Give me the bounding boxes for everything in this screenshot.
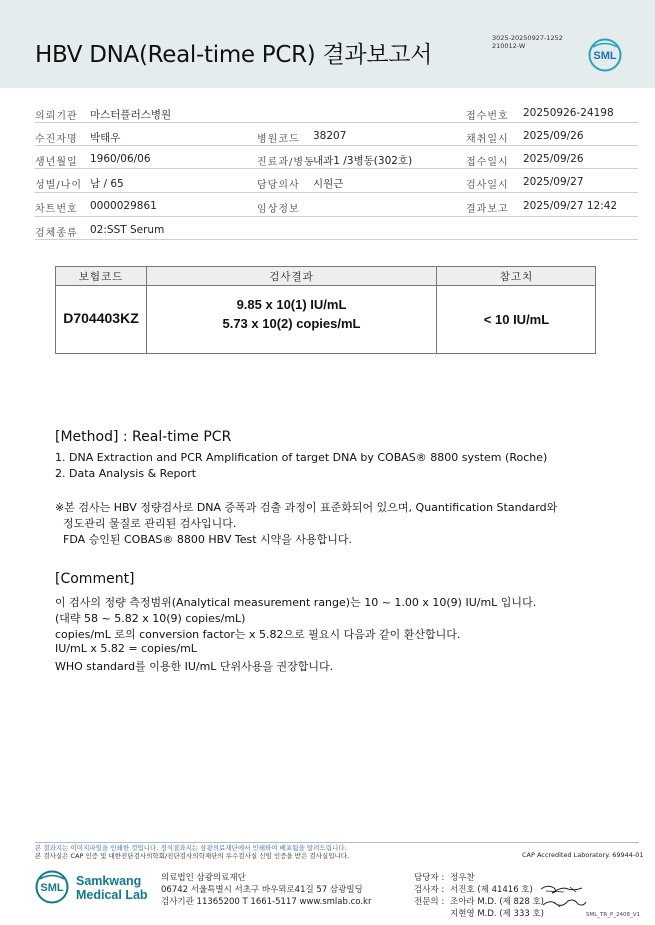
info-value: 2025/09/26 xyxy=(523,130,584,142)
info-row-divider xyxy=(35,216,638,217)
info-value: 마스터플러스병원 xyxy=(90,109,172,121)
footer-notice-blue: 본 결과지는 이미지파일을 인쇄한 것입니다. 정식결과지는 삼광의료재단에서 인쇄하여 배포됨을 알려드립니다. xyxy=(35,844,347,852)
info-label: 결과보고 xyxy=(466,204,509,215)
info-value: 02:SST Serum xyxy=(90,224,165,236)
org-contact: 검사기관 11365200 T 1661-5117 www.smlab.co.kr xyxy=(161,897,372,907)
info-label: 병원코드 xyxy=(257,134,300,145)
comment-heading: [Comment] xyxy=(55,571,135,587)
footer-notice: 본 검사실은 CAP 인증 및 대한진단검사의학회/진단검사의학재단의 우수검사실 신임 인증을 받은 검사실입니다. xyxy=(35,852,350,860)
info-label: 진료과/병동 xyxy=(257,157,315,168)
staff-name: 서진호 (제 41416 호) xyxy=(450,885,533,895)
comment-line: copies/mL 로의 conversion factor는 x 5.82으로 필요시 다음과 같이 환산합니다. xyxy=(55,628,461,641)
document-number xyxy=(492,34,563,50)
result-table xyxy=(55,266,596,354)
report-title: HBV DNA(Real-time PCR) 결과보고서 xyxy=(35,42,433,68)
method-item: 2. Data Analysis & Report xyxy=(55,467,197,480)
org-address: 06742 서울특별시 서초구 바우뫼로41길 57 삼광빌딩 xyxy=(161,885,363,895)
info-row-divider xyxy=(35,168,638,169)
info-value: 박태우 xyxy=(90,132,121,144)
info-label: 접수일시 xyxy=(466,157,509,168)
staff-role: 검사자 : xyxy=(414,885,445,895)
comment-line: IU/mL x 5.82 = copies/mL xyxy=(55,642,197,655)
info-value: 남 / 65 xyxy=(90,178,124,190)
header-reference: 참고치 xyxy=(499,271,534,283)
form-code: SML_TR_P_2408_V1 xyxy=(586,912,641,918)
method-item: 1. DNA Extraction and PCR Amplification of target DNA by COBAS® 8800 system (Roche) xyxy=(55,451,548,464)
staff-name: 조아라 M.D. (제 828 호) xyxy=(450,897,545,907)
brand-line1: Samkwang xyxy=(76,874,142,888)
signature-image xyxy=(538,880,588,914)
info-label: 담당의사 xyxy=(257,180,300,191)
org-name: 의료법인 삼광의료재단 xyxy=(161,873,246,883)
info-value: 20250926-24198 xyxy=(523,107,614,119)
result-value-iu: 9.85 x 10(1) IU/mL xyxy=(236,297,347,312)
info-row-divider xyxy=(35,122,638,123)
comment-line: WHO standard를 이용한 IU/mL 단위사용을 권장합니다. xyxy=(55,660,334,673)
staff-role: 전문의 : xyxy=(414,897,445,907)
comment-line: (대략 58 ~ 5.82 x 10(9) copies/mL) xyxy=(55,612,246,625)
info-label: 성별/나이 xyxy=(35,180,83,191)
info-row-divider xyxy=(35,192,638,193)
cap-accreditation: CAP Accredited Laboratory. 69944-01 xyxy=(522,851,644,859)
info-value: 2025/09/27 xyxy=(523,176,584,188)
info-row-divider xyxy=(35,145,638,146)
svg-text:SML: SML xyxy=(40,882,64,894)
info-label: 채취일시 xyxy=(466,134,509,145)
info-label: 검사일시 xyxy=(466,180,509,191)
comment-line: 이 검사의 정량 측정범위(Analytical measurement range)는 10 ~ 1.00 x 10(9) IU/mL 입니다. xyxy=(55,596,537,609)
info-value: 0000029861 xyxy=(90,200,157,212)
info-label: 검체종류 xyxy=(35,228,78,239)
info-row-divider xyxy=(35,239,638,240)
info-label: 임상정보 xyxy=(257,204,300,215)
method-note: FDA 승인된 COBAS® 8800 HBV Test 시약을 사용합니다. xyxy=(63,533,353,546)
svg-text:SML: SML xyxy=(593,50,617,62)
info-value: 시원근 xyxy=(313,178,344,190)
info-value: 내과1 /3병동(302호) xyxy=(313,155,413,167)
staff-name: 지현영 M.D. (제 333 호) xyxy=(450,909,545,919)
reference-value: < 10 IU/mL xyxy=(483,312,550,327)
info-label: 접수번호 xyxy=(466,111,509,122)
result-value-copies: 5.73 x 10(2) copies/mL xyxy=(222,316,361,331)
info-label: 차트번호 xyxy=(35,204,78,215)
staff-role: 담당자 : xyxy=(414,873,445,883)
samkwang-brand xyxy=(76,874,148,902)
info-label: 생년월일 xyxy=(35,157,78,168)
document-number-line1: 3025-20250927-1252 xyxy=(492,34,563,42)
method-note: 정도관리 물질로 관리된 검사입니다. xyxy=(63,517,237,530)
method-heading: [Method] : Real-time PCR xyxy=(55,429,232,445)
sml-logo xyxy=(588,38,622,72)
info-label: 수진자명 xyxy=(35,134,78,145)
samkwang-logo xyxy=(35,870,69,904)
info-value: 2025/09/27 12:42 xyxy=(523,200,618,212)
info-label: 의뢰기관 xyxy=(35,111,78,122)
info-value: 1960/06/06 xyxy=(90,153,151,165)
header-test-result: 검사결과 xyxy=(269,271,314,283)
insurance-code: D704403KZ xyxy=(63,310,139,326)
method-note: ※본 검사는 HBV 정량검사로 DNA 증폭과 검출 과정이 표준화되어 있으며, Quantification Standard와 xyxy=(55,501,558,514)
document-number-line2: 210012-W xyxy=(492,42,526,50)
brand-line2: Medical Lab xyxy=(76,888,148,902)
info-value: 2025/09/26 xyxy=(523,153,584,165)
info-value: 38207 xyxy=(313,130,347,142)
header-insurance-code: 보험코드 xyxy=(78,271,124,283)
staff-name: 정우찬 xyxy=(450,873,475,883)
